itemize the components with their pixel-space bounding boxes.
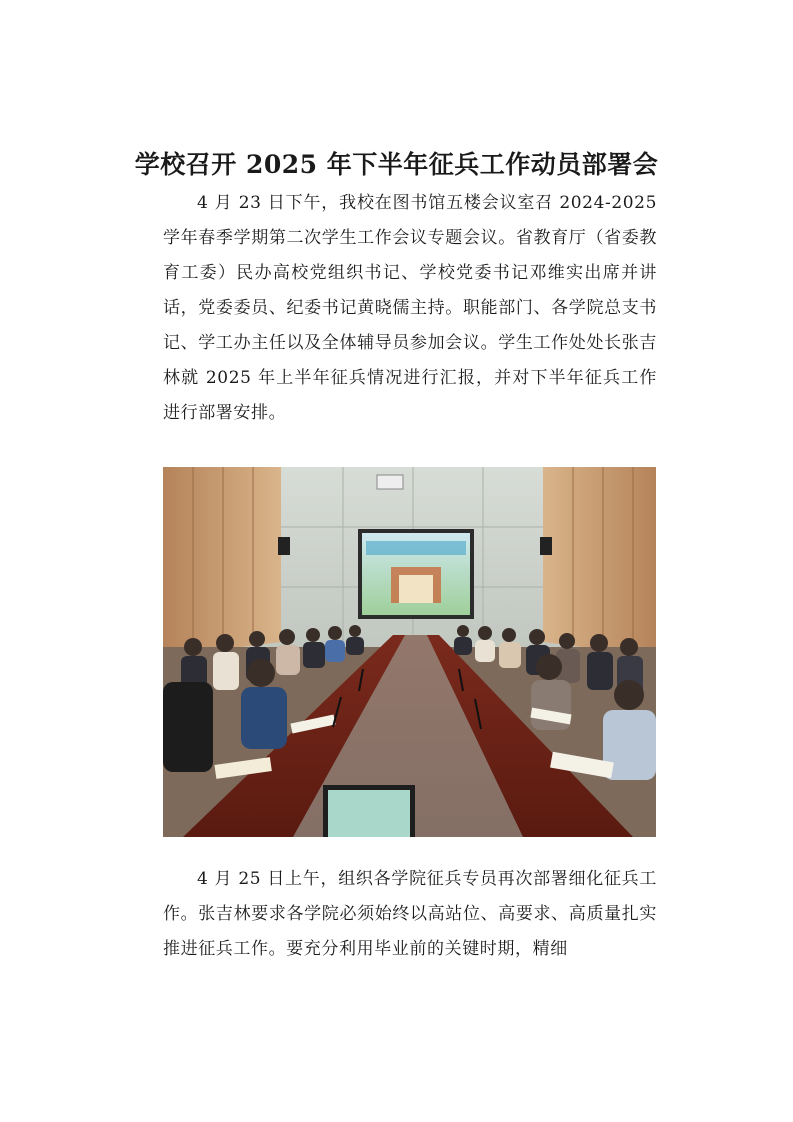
article-paragraph-2: 4 月 25 日上午，组织各学院征兵专员再次部署细化征兵工作。张吉林要求各学院必须始终以高站位、高要求、高质量扎实推进征兵工作。要充分利用毕业前的关键时期，精细 (163, 869, 657, 959)
article-paragraph-1: 4 月 23 日下午，我校在图书馆五楼会议室召 2024-2025 学年春季学期第二次学生工作会议专题会议。省教育厅（省委教育工委）民办高校党组织书记、学校党委书记邓维实出席并讲话，党委委员、纪委书记黄晓儒主持。职能部门、各学院总支书记、学工办主任以及全体辅导员参加会议。学生工作处处长张吉林就 2025 年上半年征兵情况进行汇报，并对下半年征兵工作进行部署安排。 (163, 193, 657, 423)
article-title: 学校召开 2025 年下半年征兵工作动员部署会 (134, 149, 659, 179)
meeting-photo (163, 467, 656, 837)
left-wood-wall (163, 467, 281, 657)
right-wood-wall (543, 467, 656, 657)
right-speaker (540, 537, 552, 555)
projector (377, 475, 403, 489)
left-speaker (278, 537, 290, 555)
